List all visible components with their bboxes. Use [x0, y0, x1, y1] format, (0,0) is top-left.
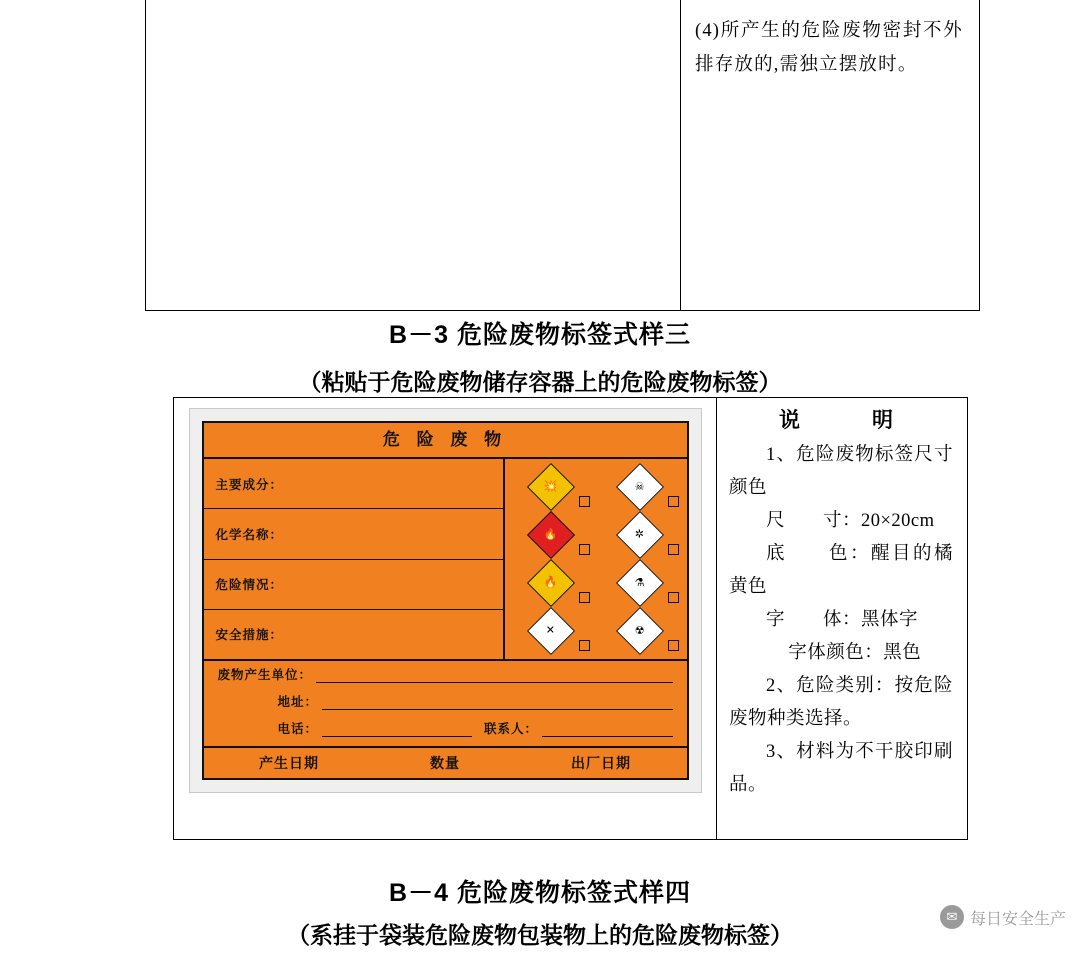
label-phone-rule[interactable] [322, 723, 472, 737]
label-field-list [204, 459, 505, 659]
notes-title: 说 明 [779, 408, 903, 432]
label-field-hazard-situation: 危险情况： [204, 560, 503, 610]
label-phone-row [218, 719, 673, 737]
pictogram-cell-toxic [596, 463, 685, 511]
label-contact-section [204, 661, 687, 746]
toxic-pictogram: ☠ [616, 463, 664, 511]
notes-cell [717, 398, 967, 839]
pictogram-cell-harmful [507, 607, 596, 655]
section-b4-heading: B－4 危险废物标签式样四 [389, 879, 691, 907]
top-table-right-text: (4)所产生的危险废物密封不外排存放的,需独立摆放时。 [695, 21, 963, 75]
notes-line-6: 2、危险类别：按危险废物种类选择。 [729, 676, 953, 729]
label-title: 危 险 废 物 [204, 423, 687, 459]
label-producer-rule[interactable] [316, 669, 672, 683]
notes-line-3: 底 色：醒目的橘黄色 [729, 544, 953, 597]
hazardous-waste-label-graphic [189, 408, 702, 793]
notes-line-4: 字 体：黑体字 [766, 610, 919, 630]
pictogram-cell-corrosive [596, 559, 685, 607]
pictogram-cell-infectious [596, 511, 685, 559]
pictogram-cell-radioactive [596, 607, 685, 655]
top-table [145, 0, 980, 311]
label-middle-section [204, 459, 687, 661]
pictogram-checkbox-toxic[interactable] [668, 496, 679, 507]
top-table-left-cell [146, 0, 681, 310]
label-footer [204, 746, 687, 778]
pictogram-checkbox-corrosive[interactable] [668, 592, 679, 603]
label-address-caption: 地址： [277, 695, 319, 709]
label-field-main-component: 主要成分： [204, 459, 503, 509]
label-body [202, 421, 689, 780]
pictogram-checkbox-infectious[interactable] [668, 544, 679, 555]
label-field-chemical-name: 化学名称： [204, 509, 503, 559]
notes-line-7: 3、材料为不干胶印刷品。 [729, 742, 953, 795]
explosive-pictogram: 💥 [527, 463, 575, 511]
oxidizer-pictogram: 🔥 [527, 559, 575, 607]
notes-line-2: 尺 寸：20×20cm [766, 511, 935, 531]
specimen-label-cell [174, 398, 717, 839]
label-field-safety-measures: 安全措施： [215, 628, 284, 643]
notes-line-5: 字体颜色：黑色 [788, 643, 922, 663]
infectious-pictogram: ✲ [616, 511, 664, 559]
label-contact-caption: 联系人： [484, 722, 539, 736]
label-producer-caption: 废物产生单位： [217, 668, 313, 682]
pictogram-cell-flammable-liquid [507, 511, 596, 559]
section-b4-subheading: （系挂于袋装危险废物包装物上的危险废物标签） [287, 922, 793, 948]
label-address-rule[interactable] [322, 696, 672, 710]
label-contact-rule[interactable] [542, 723, 672, 737]
section-b3-subheading: （粘贴于危险废物储存容器上的危险废物标签） [298, 369, 782, 395]
pictogram-checkbox-oxidizer[interactable] [579, 592, 590, 603]
section-b3-heading: B－3 危险废物标签式样三 [389, 321, 691, 349]
label-producer-row [218, 665, 673, 683]
label-footer-produce-date: 产生日期 [259, 755, 319, 771]
radioactive-pictogram: ☢ [616, 607, 664, 655]
label-footer-ship-date: 出厂日期 [571, 755, 631, 771]
flammable-liquid-pictogram: 🔥 [527, 511, 575, 559]
label-phone-caption: 电话： [277, 722, 319, 736]
harmful-pictogram: ✕ [527, 607, 575, 655]
notes-line-1: 1、危险废物标签尺寸颜色 [729, 445, 953, 498]
top-table-right-cell [681, 0, 979, 310]
pictogram-grid [505, 459, 687, 659]
pictogram-cell-explosive [507, 463, 596, 511]
pictogram-checkbox-explosive[interactable] [579, 496, 590, 507]
pictogram-checkbox-flammable-liquid[interactable] [579, 544, 590, 555]
watermark-text: 每日安全生产 [969, 910, 1066, 928]
pictogram-cell-oxidizer [507, 559, 596, 607]
pictogram-checkbox-harmful[interactable] [579, 640, 590, 651]
wechat-icon: ✉ [940, 905, 964, 929]
watermark [940, 905, 1066, 929]
pictogram-checkbox-radioactive[interactable] [668, 640, 679, 651]
specimen-table [173, 397, 968, 840]
label-address-row [218, 692, 673, 710]
label-footer-quantity: 数量 [430, 755, 460, 771]
corrosive-pictogram: ⚗ [616, 559, 664, 607]
